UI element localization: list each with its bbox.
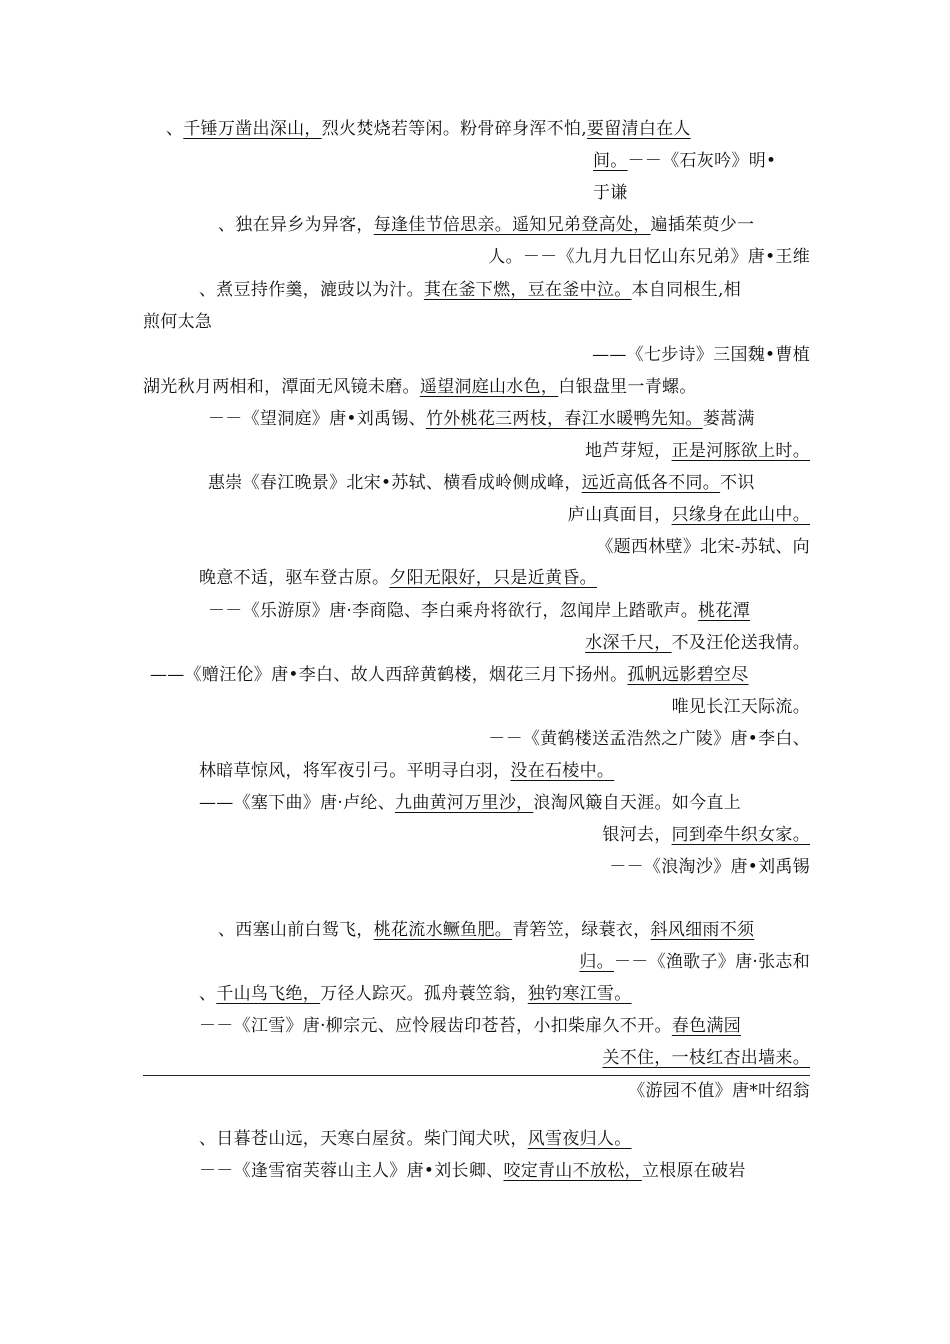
text-line [208,600,750,622]
text-line [568,504,810,526]
text-line [628,1080,810,1102]
underlined-text: 关不住，一枝红杏出墙来。 [602,1048,810,1068]
text-segment: 《游园不值》唐*叶绍翁 [628,1081,810,1101]
horizontal-rule [143,1075,810,1076]
text-line [208,472,755,494]
text-segment: 青箬笠，绿蓑衣， [512,920,651,940]
text-segment: －－《逢雪宿芙蓉山主人》唐•刘长卿、 [199,1161,504,1181]
underlined-text: 千山鸟飞绝， [216,984,321,1004]
underlined-text: 斜风细雨不须 [650,920,755,940]
underlined-text: 远近高低各不同。 [581,473,721,493]
text-segment: 地芦芽短， [585,441,672,461]
text-line [150,664,749,686]
text-line [166,118,691,140]
text-segment: 烈火焚烧若等闲。粉骨碎身浑不怕, [321,119,587,139]
text-segment: ——《赠汪伦》唐•李白、故人西辞黄鹤楼，烟花三月下扬州。 [150,665,628,685]
underlined-text: 只缘身在此山中。 [671,505,810,525]
text-line [609,856,810,878]
text-line [488,728,810,750]
underlined-text: 同到牵牛织女家。 [671,825,810,845]
text-line [208,408,755,430]
underlined-text: 水深千尺， [585,633,672,653]
underlined-text: 遥望洞庭山水色， [419,377,559,397]
text-line [593,182,628,204]
underlined-text: 归。 [579,952,614,972]
underlined-text: 夕阳无限好，只是近黄昏。 [389,568,597,588]
text-segment: 银河去， [602,825,672,845]
text-line [143,376,697,398]
text-line [585,632,810,654]
text-segment: 唯见长江天际流。 [671,697,810,717]
underlined-text: 萁在釜下燃，豆在釜中泣。 [423,280,632,300]
text-segment: 人。－－《九月九日忆山东兄弟》唐•王维 [488,247,810,267]
underlined-text: 千锤万凿出深山， [183,119,322,139]
text-segment: －－《黄鹤楼送孟浩然之广陵》唐•李白、 [488,729,810,749]
text-segment: ——《塞下曲》唐·卢纶、 [199,793,396,813]
text-line [672,696,810,718]
text-segment: 浪淘风簸自天涯。如今直上 [533,793,742,813]
text-line [199,1160,746,1182]
text-segment: 、 [199,984,217,1004]
text-segment: －－《江雪》唐·柳宗元、应怜屐齿印苍苔，小扣柴扉久不开。 [199,1016,672,1036]
text-segment: 不及汪伦送我情。 [671,633,810,653]
underlined-text: 每逢佳节倍思亲。遥知兄弟登高处， [373,215,651,235]
text-segment: 晚意不适，驱车登古原。 [199,568,390,588]
text-segment: 万径人踪灭。孤舟蓑笠翁， [320,984,528,1004]
underlined-text: 间。 [593,151,628,171]
underlined-text: 桃花流水鳜鱼肥。 [373,920,513,940]
text-segment: 惠崇《春江晚景》北宋•苏轼、横看成岭侧成峰， [208,473,582,493]
text-segment: －－《浪淘沙》唐•刘禹锡 [609,857,810,877]
underlined-text: 桃花潭 [698,601,751,621]
text-line [488,246,810,268]
text-line [199,983,632,1005]
text-line [218,214,754,236]
text-segment: ——《七步诗》三国魏•曹植 [592,345,810,365]
text-segment: －－《乐游原》唐·李商隐、李白乘舟将欲行，忽闻岸上踏歌声。 [208,601,699,621]
text-segment: 、 [166,119,184,139]
underlined-text: 春色满园 [671,1016,742,1036]
text-line [199,567,597,589]
text-line [585,440,810,462]
underlined-text: 独钓寒江雪。 [527,984,632,1004]
text-segment: 庐山真面目， [567,505,672,525]
text-line [593,150,776,172]
text-segment: 白银盘里一青螺。 [558,377,697,397]
text-line [579,951,810,973]
text-segment: －－《渔歌子》唐·张志和 [613,952,810,972]
underlined-text: 正是河豚欲上时。 [671,441,810,461]
text-line [199,1128,632,1150]
text-segment: 、独在异乡为异客， [218,215,374,235]
text-line [602,824,810,846]
underlined-text: 九曲黄河万里沙， [395,793,534,813]
text-segment: 林暗草惊风，将军夜引弓。平明寻白羽， [199,761,511,781]
text-segment: 立根原在破岩 [641,1161,746,1181]
text-segment: －－《望洞庭》唐•刘禹锡、 [208,409,426,429]
text-line [602,1047,810,1069]
underlined-text: 要留清白在人 [586,119,691,139]
text-line [596,536,810,558]
text-line [199,1015,741,1037]
text-line [218,919,754,941]
underlined-text: 竹外桃花三两枝，春江水暖鸭先知。 [425,409,703,429]
text-segment: 煎何太急 [143,312,213,332]
text-line [199,279,741,301]
text-segment: 《题西林壁》北宋-苏轼、向 [596,537,810,557]
text-line [143,311,212,333]
text-segment: 本自同根生,相 [631,280,742,300]
text-segment: 遍插茱萸少一 [650,215,755,235]
underlined-text: 风雪夜归人。 [527,1129,632,1149]
text-segment: 蒌蒿满 [702,409,755,429]
text-segment: 、西塞山前白鸳飞， [218,920,374,940]
text-segment: 、日暮苍山远，天寒白屋贫。柴门闻犬吠， [199,1129,528,1149]
underlined-text: 咬定青山不放松， [503,1161,642,1181]
text-line [199,760,614,782]
text-line [199,792,741,814]
text-segment: 、煮豆持作羹，漉豉以为汁。 [199,280,424,300]
text-segment: 于谦 [593,183,628,203]
text-segment: 不识 [720,473,755,493]
underlined-text: 孤帆远影碧空尽 [627,665,749,685]
text-line [592,344,810,366]
underlined-text: 没在石棱中。 [510,761,615,781]
text-segment: －－《石灰吟》明• [627,151,777,171]
text-segment: 湖光秋月两相和，潭面无风镜未磨。 [143,377,420,397]
